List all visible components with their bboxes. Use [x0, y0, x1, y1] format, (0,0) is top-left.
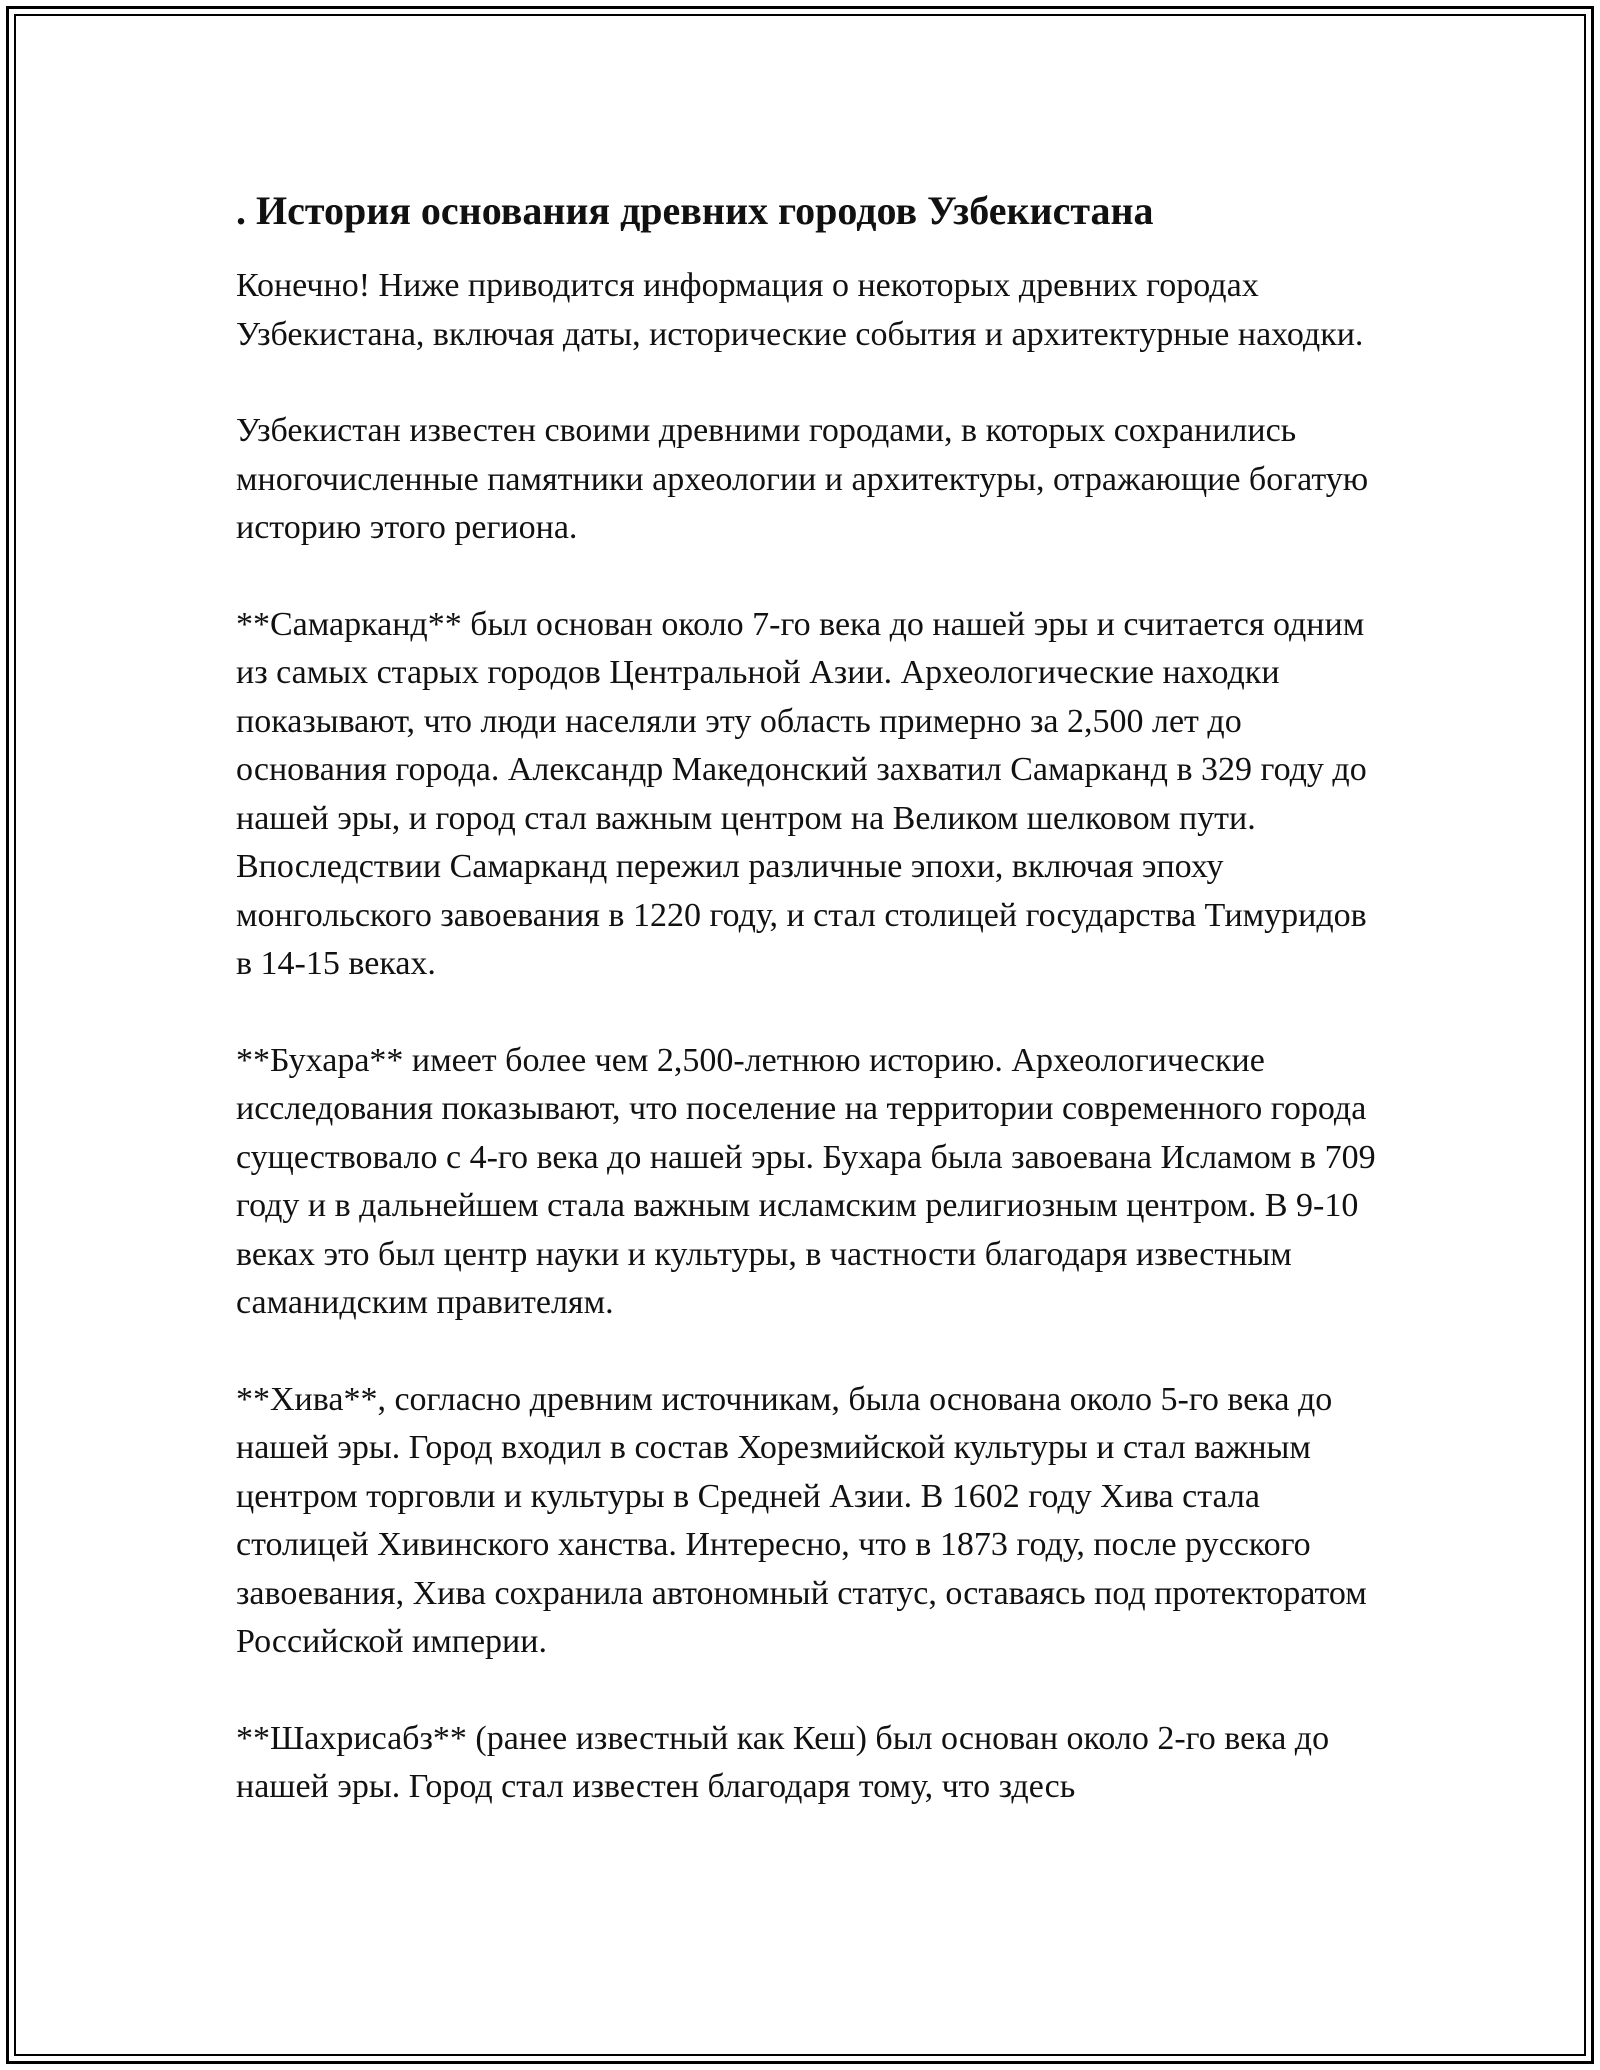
paragraph-samarkand: **Самарканд** был основан около 7-го века до нашей эры и считается одним из самых старых городов Центральной Азии. Археологические находки показывают, что люди населяли эту область примерно за 2,500 лет до основания города. Александр Македонский захватил Самарканд в 329 году до нашей эры, и город стал важным центром на Великом шелковом пути. Впоследствии Самарканд пережил различные эпохи, включая эпоху монгольского завоевания в 1220 году, и стал столицей государства Тимуридов в 14-15 веках. [236, 605, 1367, 982]
paragraph-shakhrisabz: **Шахрисабз** (ранее известный как Кеш) был основан около 2-го века до нашей эры. Город стал известен благодаря тому, что здесь [236, 1719, 1330, 1805]
paragraph-intro: Конечно! Ниже приводится информация о некоторых древних городах Узбекистана, включая даты, исторические события и архитектурные находки. [236, 267, 1364, 353]
document-title: . История основания древних городов Узбекистана [236, 188, 1154, 233]
document-body [236, 186, 1376, 1860]
paragraph-bukhara: **Бухара** имеет более чем 2,500-летнюю историю. Археологические исследования показывают, что поселение на территории современного города существовало с 4-го века до нашей эры. Бухара была завоевана Исламом в 709 году и в дальнейшем стала важным исламским религиозным центром. В 9-10 веках это был центр науки и культуры, в частности благодаря известным саманидским правителям. [236, 1041, 1376, 1321]
paragraph-khiva: **Хива**, согласно древним источникам, была основана около 5-го века до нашей эры. Город входил в состав Хорезмийской культуры и стал важным центром торговли и культуры в Средней Азии. В 1602 году Хива стала столицей Хивинского ханства. Интересно, что в 1873 году, после русского завоевания, Хива сохранила автономный статус, оставаясь под протекторатом Российской империи. [236, 1380, 1367, 1660]
paragraph-overview: Узбекистан известен своими древними городами, в которых сохранились многочисленные памятники археологии и архитектуры, отражающие богатую историю этого региона. [236, 412, 1369, 546]
